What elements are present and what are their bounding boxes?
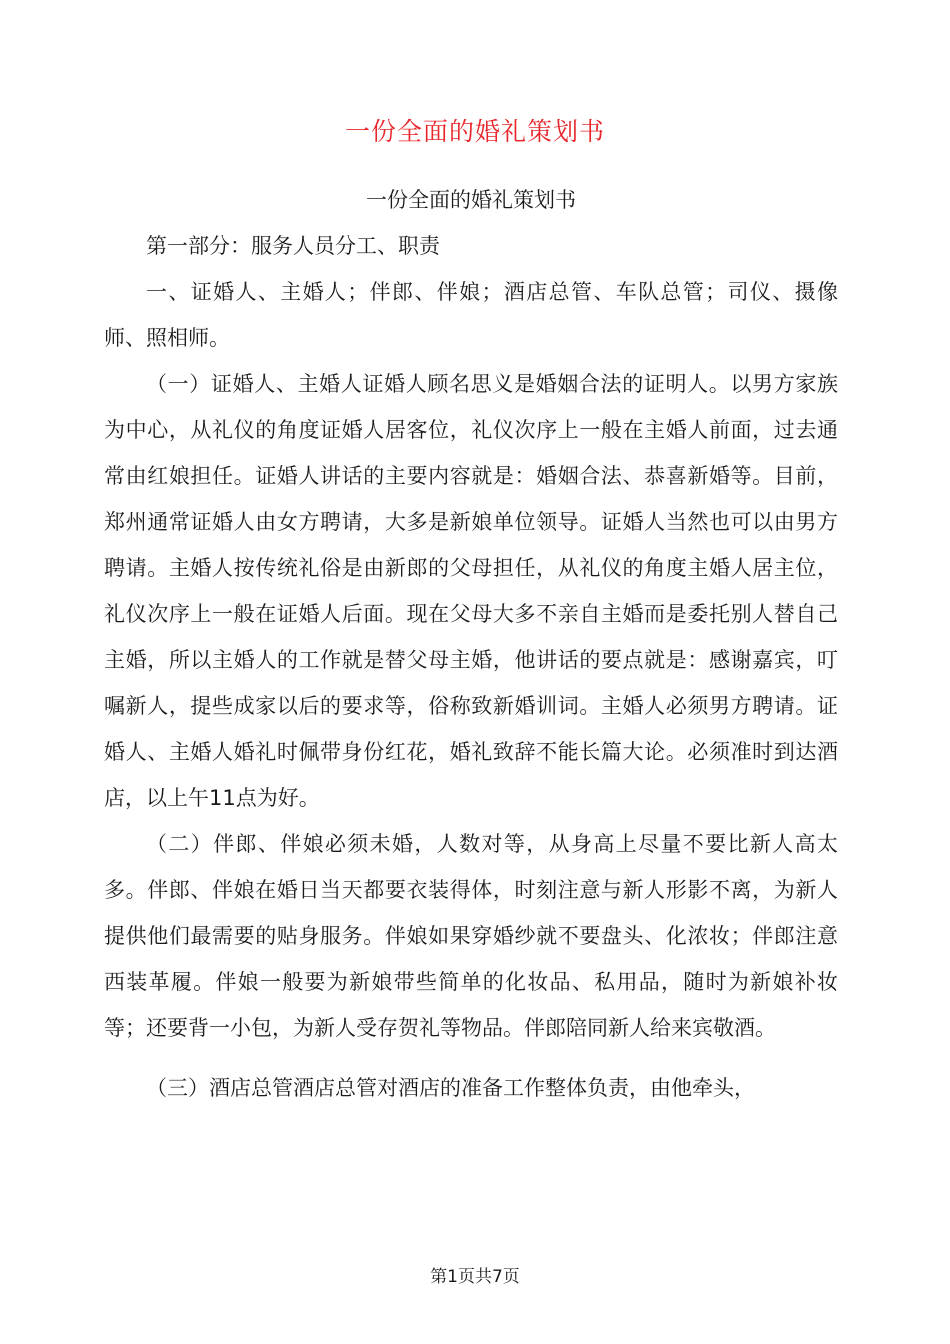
page-footer: 第1页共7页 (430, 1267, 520, 1287)
paragraph-witness-host: （一）证婚人、主婚人证婚人顾名思义是婚姻合法的证明人。以男方家族为中心，从礼仪的角度证婚人居客位，礼仪次序上一般在主婚人前面，过去通常由红娘担任。证婚人讲话的主要内容就是：婚姻合法、恭喜新婚等。目前，郑州通常证婚人由女方聘请，大多是新娘单位领导。证婚人当然也可以由男方聘请。主婚人按传统礼俗是由新郎的父母担任，从礼仪的角度主婚人居主位，礼仪次序上一般在证婚人后面。现在父母大多不亲自主婚而是委托别人替自己主婚，所以主婚人的工作就是替父母主婚，他讲话的要点就是：感谢嘉宾，叮嘱新人，提些成家以后的要求等，俗称致新婚训词。主婚人必须男方聘请。证婚人、主婚人婚礼时佩带身份红花，婚礼致辞不能长篇大论。必须准时到达酒店，以上午11点为好。 (104, 372, 838, 810)
section-heading: 第一部分：服务人员分工、职责 (146, 234, 440, 258)
paragraph-hotel-manager: （三）酒店总管酒店总管对酒店的准备工作整体负责，由他牵头， (146, 1076, 755, 1100)
paragraph-best-man-bridesmaid: （二）伴郎、伴娘必须未婚，人数对等，从身高上尽量不要比新人高太多。伴郎、伴娘在婚日当天都要衣装得体，时刻注意与新人形影不离，为新人提供他们最需要的贴身服务。伴娘如果穿婚纱就不要盘头、化浓妆；伴郎注意西装革履。伴娘一般要为新娘带些简单的化妆品、私用品，随时为新娘补妆等；还要背一小包，为新人受存贺礼等物品。伴郎陪同新人给来宾敬酒。 (104, 832, 838, 1040)
document-body (104, 177, 838, 1111)
document-subtitle: 一份全面的婚礼策划书 (366, 188, 576, 212)
paragraph-roles: 一、证婚人、主婚人；伴郎、伴娘；酒店总管、车队总管；司仪、摄像师、照相师。 (104, 280, 838, 350)
document-title: 一份全面的婚礼策划书 (344, 117, 605, 146)
